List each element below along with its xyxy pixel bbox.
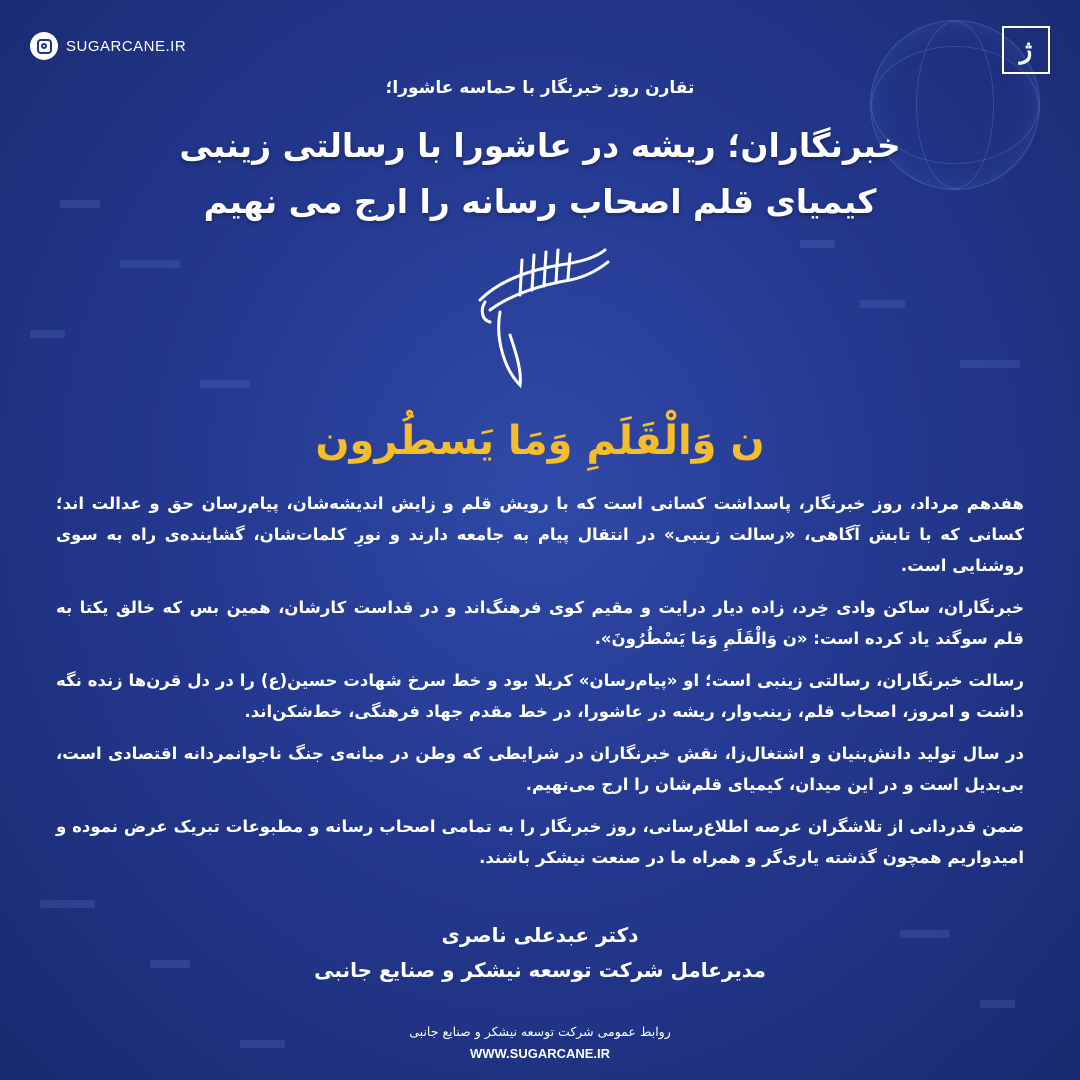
basmala-calligraphy xyxy=(460,240,620,390)
paragraph: خبرنگاران، ساکن وادی خِرد، زاده دیار درایت و مقیم کوی فرهنگ‌اند و در قداست کارشان، همین بس که خالق یکتا به قلم سوگند یاد کرده است: «ن وَالْقَلَمِ وَمَا یَسْطُرُونَ». xyxy=(56,598,1024,648)
instagram-icon xyxy=(30,32,58,60)
instagram-badge[interactable] xyxy=(30,32,186,60)
background-decoration xyxy=(30,330,65,338)
message-body xyxy=(56,488,1024,884)
paragraph: در سال تولید دانش‌بنیان و اشتغال‌زا، نقش خبرنگاران در شرایطی که وطن در میانه‌ی جنگ ناجوانمردانه اقتصادی است، بی‌بدیل است و در این میدان، کیمیای قلم‌شان را ارج می‌نهیم. xyxy=(56,744,1024,794)
background-decoration xyxy=(960,360,1020,368)
background-decoration xyxy=(200,380,250,388)
website-link[interactable]: WWW.SUGARCANE.IR xyxy=(469,1046,611,1061)
title-line-2: کیمیای قلم اصحاب رسانه را ارج می نهیم xyxy=(203,182,877,221)
paragraph: رسالت خبرنگاران، رسالتی زینبی است؛ او «پیام‌رسان» کربلا بود و خط سرخ شهادت حسین(ع) را در دل قرن‌ها زنده نگه داشت و امروز، اصحاب قلم، زینب‌وار، ریشه در عاشورا، در خط مقدم جهاد فرهنگی، خط‌شکن‌اند. xyxy=(56,671,1024,721)
page-title xyxy=(0,118,1080,230)
signatory-name: دکتر عبدعلی ناصری xyxy=(441,923,639,947)
background-decoration xyxy=(40,900,95,908)
footer xyxy=(0,1022,1080,1066)
quran-verse: ن وَالْقَلَمِ وَمَا یَسطُرون xyxy=(315,418,765,464)
background-decoration xyxy=(860,300,905,308)
instagram-handle: SUGARCANE.IR xyxy=(66,37,187,55)
signatory-role: مدیرعامل شرکت توسعه نیشکر و صنایع جانبی xyxy=(314,958,766,982)
background-decoration xyxy=(800,240,835,248)
background-decoration xyxy=(120,260,180,268)
logo-glyph: ژ xyxy=(1019,35,1033,65)
signature xyxy=(0,918,1080,988)
pre-title: تقارن روز خبرنگار با حماسه عاشورا؛ xyxy=(385,78,695,98)
paragraph: ضمن قدردانی از تلاشگران عرصه اطلاع‌رسانی، روز خبرنگار را به تمامی اصحاب رسانه و مطبوعات تبریک عرض نموده و امیدواریم همچون گذشته یاری‌گر و همراه ما در صنعت نیشکر باشند. xyxy=(56,817,1024,867)
paragraph: هفدهم مرداد، روز خبرنگار، پاسداشت کسانی است که با رویش قلم و زایش اندیشه‌شان، پیام‌رسان حق و عدالت اند؛ کسانی که با تابش آگاهی، «رسالت زینبی» در انتقال پیام به جامعه دارند و نورِ کلمات‌شان، گشاینده‌ی راه به سوی روشنایی است. xyxy=(56,494,1024,575)
footer-department: روابط عمومی شرکت توسعه نیشکر و صنایع جانبی xyxy=(409,1024,671,1039)
company-logo xyxy=(1002,26,1050,74)
title-line-1: خبرنگاران؛ ریشه در عاشورا با رسالتی زینبی xyxy=(179,126,901,165)
background-decoration xyxy=(980,1000,1015,1008)
